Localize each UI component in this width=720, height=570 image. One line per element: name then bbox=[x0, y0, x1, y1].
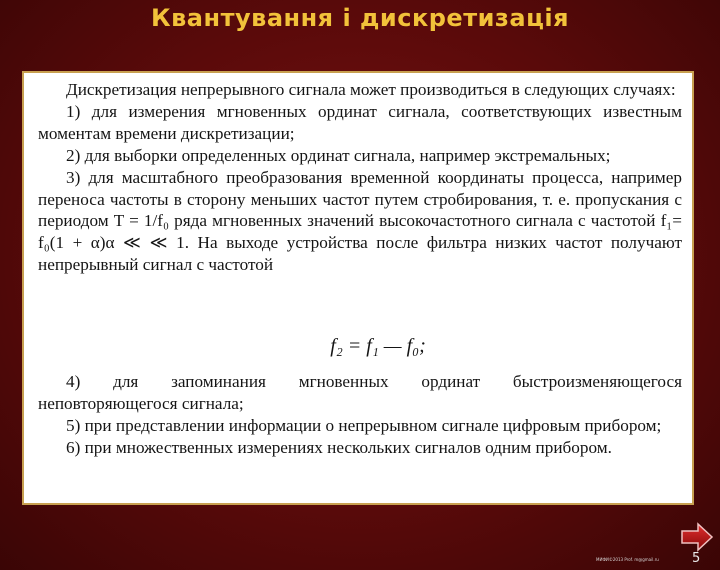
intro-paragraph: Дискретизация непрерывного сигнала может производиться в следующих случаях: bbox=[66, 80, 676, 99]
scanned-page bbox=[22, 71, 694, 505]
list-item-1: 1) для измерения мгновенных ординат сигнала, соответствующих известным моментам времени дискретизации; bbox=[38, 101, 682, 143]
slide-title: Квантування і дискретизація bbox=[151, 4, 569, 32]
next-arrow-icon[interactable] bbox=[680, 522, 714, 552]
list-item-5: 5) при представлении информации о непрерывном сигнале цифровым прибором; bbox=[66, 415, 662, 435]
page-number: 5 bbox=[692, 551, 701, 566]
footer-note: МИФИ©2013 Prof. m@gmail.ru bbox=[596, 557, 659, 562]
list-item-4: 4) для запоминания мгновенных ординат быстроизменяющегося неповторяющегося сигнала; bbox=[38, 372, 682, 413]
list-item-2: 2) для выборки определенных ординат сигнала, например экстремальных; bbox=[66, 145, 611, 165]
list-item-3: 3) для масштабного преобразования временной координаты процесса, например переноса частоты в сторону меньших частот путем стробирования, т. е. пропускания с периодом T = 1/f₀ ряда мгновенных значений высокочастотного сигнала с частотой f₁= f₀(1 + α)α ≪ ≪ 1. На выходе устройства после фильтра низких частот получают непрерывный сигнал с частотой bbox=[38, 167, 682, 275]
list-item-6: 6) при множественных измерениях нескольких сигналов одним прибором. bbox=[66, 437, 612, 457]
scanned-text-lower bbox=[38, 371, 682, 459]
scanned-text-upper bbox=[38, 79, 682, 276]
formula: f₂ = f₁ — f₀; bbox=[330, 335, 426, 357]
